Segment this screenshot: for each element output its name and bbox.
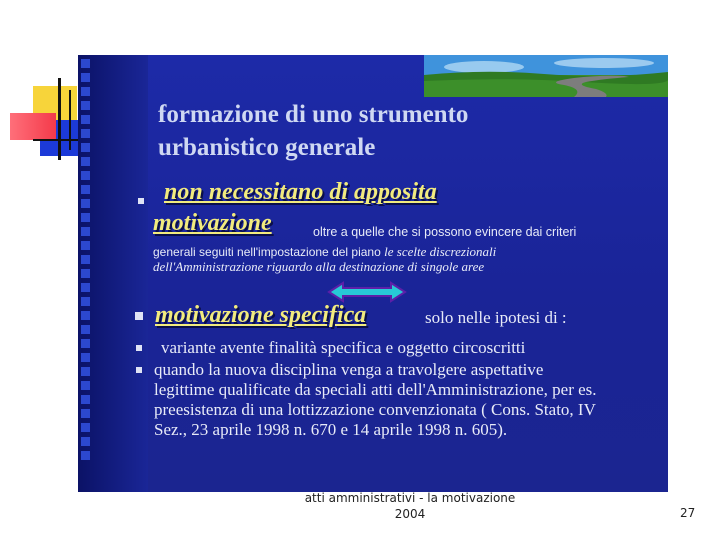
decor-horizontal-line bbox=[33, 139, 81, 141]
bullet1-text-b-italic: le scelte discrezionali bbox=[384, 244, 497, 259]
bullet-marker bbox=[138, 198, 144, 204]
bullet3-text: variante avente finalità specifica e oggetto circoscritti bbox=[161, 338, 526, 357]
bullet4-line-2: legittime qualificate da speciali atti dell'Amministrazione, per es. bbox=[154, 380, 597, 399]
bullet1-text-b bbox=[153, 244, 496, 260]
bullet4-line-3: preesistenza di una lottizzazione convenzionata ( Cons. Stato, IV bbox=[154, 400, 596, 419]
emphasis-motivazione-specifica: motivazione specifica bbox=[155, 302, 367, 328]
footer-year: 2004 bbox=[394, 507, 426, 521]
slide-image bbox=[78, 55, 668, 492]
footer-title: atti amministrativi - la motivazione bbox=[304, 491, 516, 505]
title-line-1: formazione di uno strumento bbox=[158, 101, 469, 128]
slide-left-band bbox=[78, 55, 148, 492]
title-line-2: urbanistico generale bbox=[158, 134, 376, 161]
emphasis-non-necessitano: non necessitano di apposita bbox=[164, 179, 437, 205]
bullet4-line-1: quando la nuova disciplina venga a travolgere aspettative bbox=[154, 360, 544, 379]
bullet1-text-b-plain: generali seguiti nell'impostazione del piano bbox=[153, 245, 381, 259]
page-number: 27 bbox=[680, 506, 696, 520]
bullet-marker bbox=[136, 345, 142, 351]
bullet4-line-4: Sez., 23 aprile 1998 n. 670 e 14 aprile 1998 n. 605). bbox=[154, 420, 508, 439]
footer bbox=[290, 490, 530, 522]
bullet-marker bbox=[135, 312, 143, 320]
emphasis-motivazione: motivazione bbox=[153, 210, 272, 236]
bullet1-text-c: dell'Amministrazione riguardo alla destinazione di singole aree bbox=[153, 259, 485, 274]
road-landscape-image bbox=[424, 55, 668, 97]
decor-vertical-line bbox=[58, 78, 61, 160]
decor-square-column bbox=[81, 59, 93, 465]
bullet1-text-a: oltre a quelle che si possono evincere dai criteri bbox=[313, 225, 577, 239]
decor-vertical-line-2 bbox=[69, 90, 71, 150]
bullet2-text: solo nelle ipotesi di : bbox=[425, 308, 567, 327]
slide-title bbox=[158, 98, 588, 164]
decor-red-square bbox=[10, 113, 56, 140]
double-arrow-icon bbox=[327, 281, 407, 303]
bullet-marker bbox=[136, 367, 142, 373]
bullet4-text bbox=[154, 360, 597, 440]
